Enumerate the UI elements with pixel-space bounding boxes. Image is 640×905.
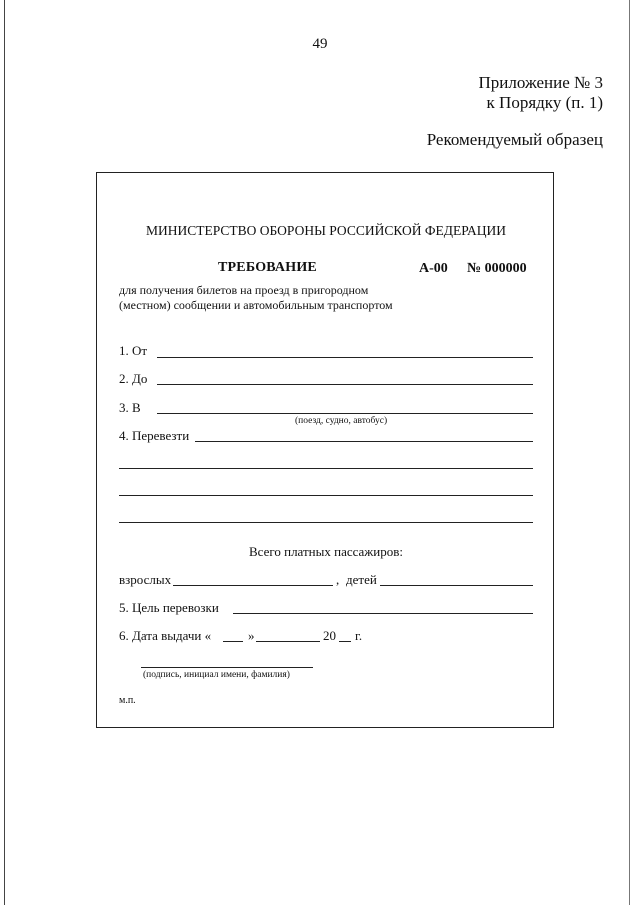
field-from-line[interactable]	[157, 357, 533, 358]
appendix-line-1: Приложение № 3	[478, 73, 603, 92]
signature-line[interactable]	[141, 667, 313, 668]
form-purpose	[119, 283, 393, 313]
requisition-form	[96, 172, 554, 728]
form-purpose-line-2: (местном) сообщении и автомобильным транспортом	[119, 298, 393, 312]
total-passengers-heading: Всего платных пассажиров:	[248, 544, 403, 559]
field-in-hint: (поезд, судно, автобус)	[295, 416, 388, 426]
page-number: 49	[312, 36, 328, 52]
field-transport-line-2[interactable]	[119, 468, 533, 469]
field-to-line[interactable]	[157, 384, 533, 385]
field-date-month-line[interactable]	[256, 641, 320, 642]
field-date-year-line[interactable]	[339, 641, 351, 642]
signature-hint: (подпись, инициал имени, фамилия)	[143, 670, 290, 680]
ministry-heading: МИНИСТЕРСТВО ОБОРОНЫ РОССИЙСКОЙ ФЕДЕРАЦИИ	[145, 223, 507, 238]
field-transport-line-3[interactable]	[119, 495, 533, 496]
field-in-line[interactable]	[157, 413, 533, 414]
field-date-close-quote: »	[248, 628, 255, 643]
page-edge-right	[629, 0, 630, 905]
field-date-day-line[interactable]	[223, 641, 243, 642]
field-transport-label: 4. Перевезти	[119, 428, 190, 443]
appendix-line-2: к Порядку (п. 1)	[486, 93, 603, 112]
form-series: А-00	[419, 261, 448, 276]
children-label: детей	[346, 572, 377, 587]
form-title: ТРЕБОВАНИЕ	[218, 260, 317, 275]
adults-line[interactable]	[173, 585, 333, 586]
appendix-reference	[479, 73, 603, 113]
page-edge-left	[4, 0, 5, 905]
field-transport-line[interactable]	[195, 441, 533, 442]
field-date-year-prefix: 20	[323, 628, 336, 643]
form-number: № 000000	[467, 261, 527, 276]
field-to-label: 2. До	[119, 371, 148, 386]
stamp-label: м.п.	[119, 695, 136, 706]
form-purpose-line-1: для получения билетов на проезд в пригородном	[119, 283, 369, 297]
field-in-label: 3. В	[119, 400, 141, 415]
adults-children-separator: ,	[336, 572, 340, 587]
sample-label: Рекомендуемый образец	[426, 130, 603, 149]
field-date-suffix: г.	[355, 628, 363, 643]
field-purpose-line[interactable]	[233, 613, 533, 614]
adults-label: взрослых	[119, 572, 172, 587]
field-from-label: 1. От	[119, 343, 148, 358]
children-line[interactable]	[380, 585, 533, 586]
field-transport-line-4[interactable]	[119, 522, 533, 523]
field-date-label: 6. Дата выдачи «	[119, 628, 212, 643]
field-purpose-label: 5. Цель перевозки	[119, 600, 219, 615]
